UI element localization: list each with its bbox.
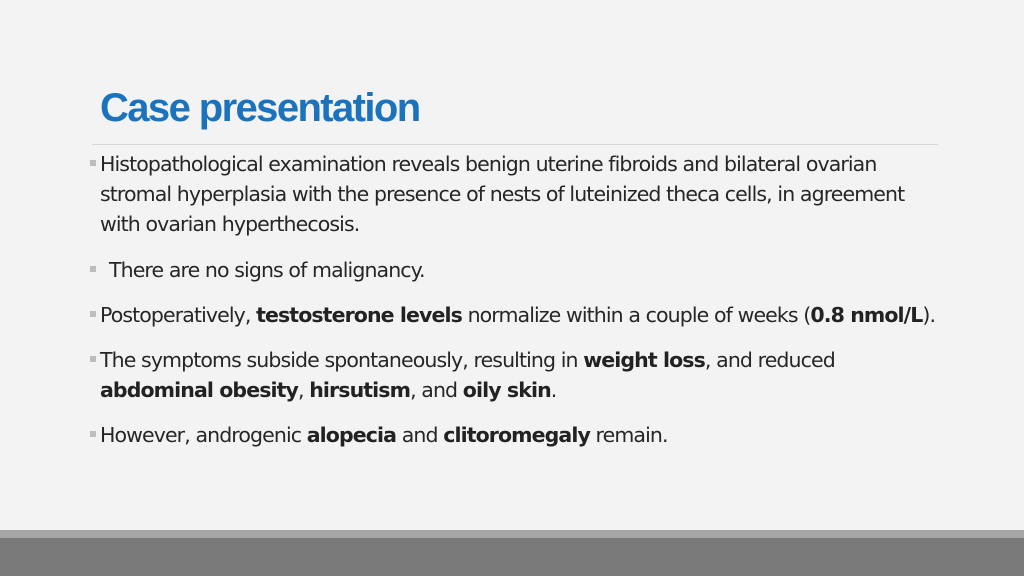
emphasis-text: testosterone levels <box>256 303 462 327</box>
slide-content <box>88 149 938 450</box>
square-bullet-icon <box>90 311 96 317</box>
slide-title: Case presentation <box>100 86 420 130</box>
square-bullet-icon <box>90 431 96 437</box>
emphasis-text: oily skin <box>462 378 551 402</box>
square-bullet-icon <box>90 160 96 166</box>
paragraph-text: The symptoms subside spontaneously, resulting in <box>100 348 584 372</box>
paragraph-text: Histopathological examination reveals benign uterine fibroids and bilateral ovarian stromal hyperplasia with the presence of nests of luteinized theca cells, in agreement with ovarian hyperthecosis. <box>100 152 905 236</box>
emphasis-text: alopecia <box>306 423 397 447</box>
paragraph-text: There are no signs of malignancy. <box>109 258 425 282</box>
paragraph-text: normalize within a couple of weeks ( <box>461 303 811 327</box>
paragraph-text: . <box>550 378 557 402</box>
paragraph-text: , and <box>410 378 463 402</box>
emphasis-text: hirsutism <box>309 378 411 402</box>
paragraph-text: remain. <box>589 423 668 447</box>
square-bullet-icon <box>90 356 96 362</box>
bullet-paragraph-remaining <box>88 420 938 450</box>
paragraph-text: However, androgenic <box>100 423 307 447</box>
emphasis-text: weight loss <box>583 348 705 372</box>
footer-band-dark <box>0 538 1024 576</box>
emphasis-text: 0.8 nmol/L <box>810 303 923 327</box>
title-divider <box>92 144 938 145</box>
paragraph-text: ). <box>922 303 936 327</box>
paragraph-text: , and reduced <box>704 348 835 372</box>
bullet-paragraph-postoperative <box>88 300 938 330</box>
emphasis-text: clitoromegaly <box>443 423 590 447</box>
square-bullet-icon <box>90 266 96 272</box>
paragraph-text: and <box>396 423 444 447</box>
bullet-paragraph-symptoms <box>88 345 938 405</box>
paragraph-text: Postoperatively, <box>100 303 257 327</box>
paragraph-text: , <box>298 378 310 402</box>
bullet-paragraph-malignancy <box>88 255 938 285</box>
bullet-paragraph-histopathology <box>88 149 938 239</box>
emphasis-text: abdominal obesity <box>100 378 298 402</box>
footer-band-light <box>0 530 1024 538</box>
